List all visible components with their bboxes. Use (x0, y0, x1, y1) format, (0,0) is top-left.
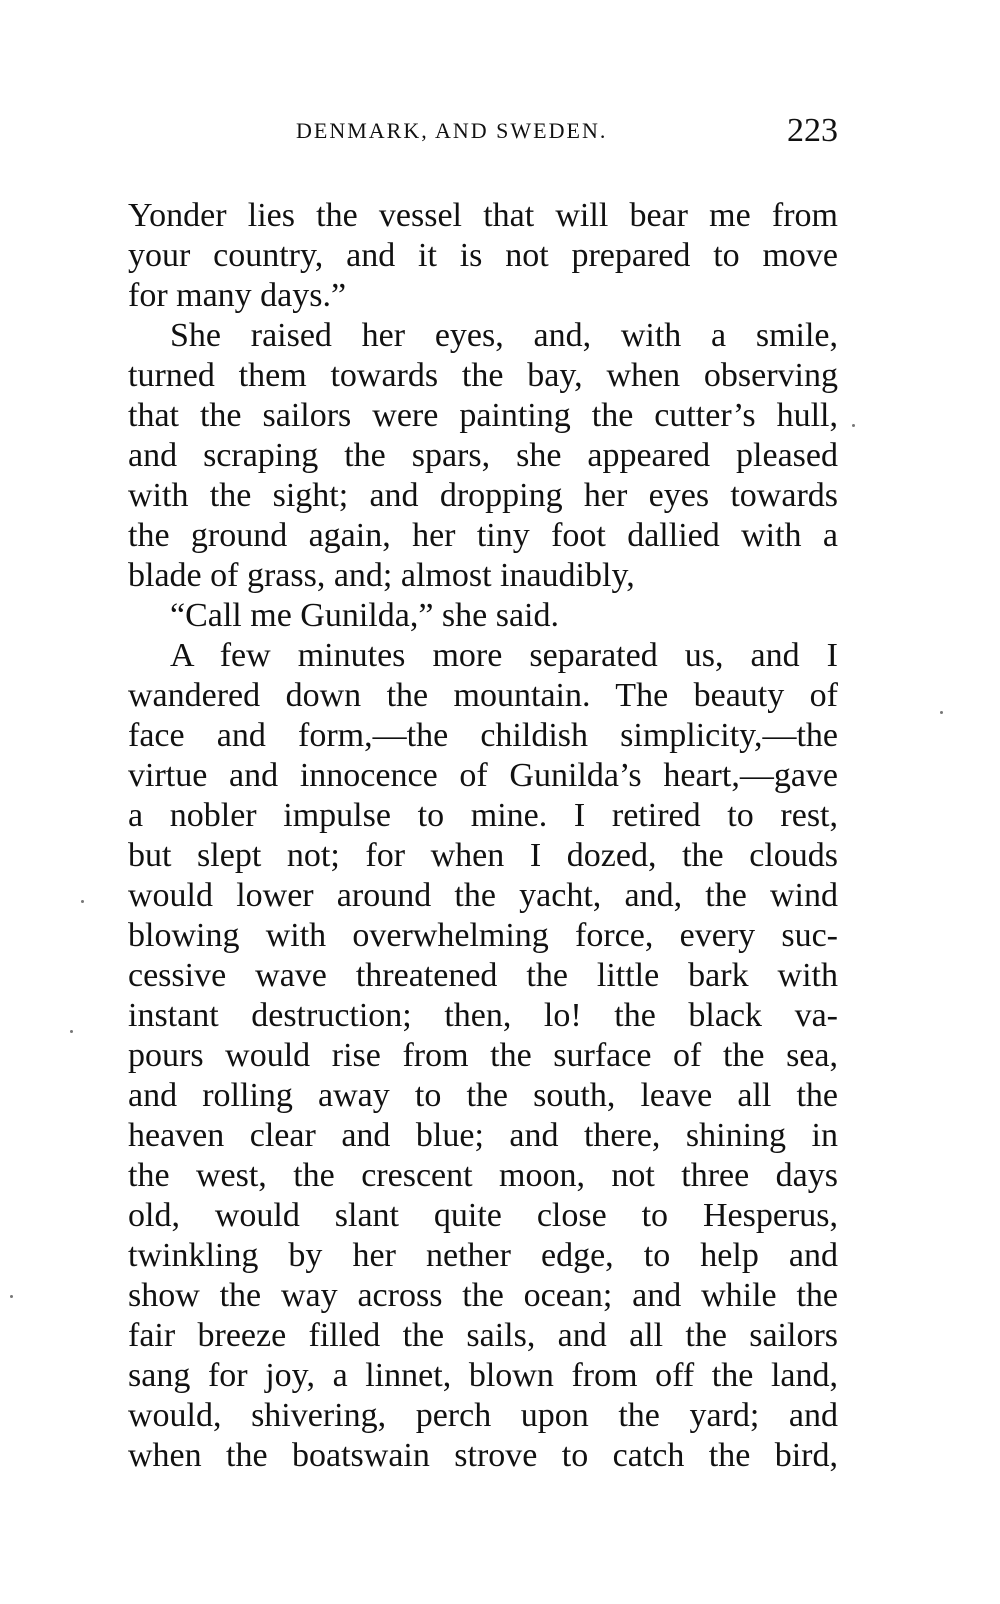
text-line: and rolling away to the south, leave all the (128, 1077, 838, 1114)
text-line: a nobler impulse to mine. I retired to rest, (128, 797, 838, 834)
text-line: sang for joy, a linnet, blown from off the land, (128, 1357, 838, 1394)
running-title: DENMARK, AND SWEDEN. (296, 118, 608, 143)
text-line: when the boatswain strove to catch the bird, (128, 1437, 838, 1474)
text-line: show the way across the ocean; and while the (128, 1277, 838, 1314)
scan-speck (10, 1295, 13, 1298)
text-line: but slept not; for when I dozed, the clouds (128, 837, 838, 874)
text-line: for many days.” (128, 277, 347, 314)
text-line: your country, and it is not prepared to move (128, 237, 838, 274)
text-line: the ground again, her tiny foot dallied with a (128, 517, 838, 554)
text-line: with the sight; and dropping her eyes towards (128, 477, 838, 514)
text-line: blowing with overwhelming force, every suc- (128, 917, 838, 954)
page-number: 223 (787, 112, 838, 149)
scan-speck (940, 711, 943, 714)
scan-speck (81, 900, 84, 903)
text-line: blade of grass, and; almost inaudibly, (128, 557, 635, 594)
scan-speck (70, 1030, 73, 1033)
text-line: pours would rise from the surface of the sea, (128, 1037, 838, 1074)
text-line: “Call me Gunilda,” she said. (170, 597, 560, 634)
text-line: the west, the crescent moon, not three days (128, 1157, 838, 1194)
text-line: Yonder lies the vessel that will bear me from (128, 197, 838, 234)
text-line: old, would slant quite close to Hesperus, (128, 1197, 838, 1234)
text-line: wandered down the mountain. The beauty of (128, 677, 838, 714)
running-head (128, 112, 838, 158)
text-line: heaven clear and blue; and there, shining in (128, 1117, 838, 1154)
text-line: cessive wave threatened the little bark with (128, 957, 838, 994)
text-line: and scraping the spars, she appeared pleased (128, 437, 838, 474)
text-line: would lower around the yacht, and, the wind (128, 877, 838, 914)
text-line: that the sailors were painting the cutter’s hull, (128, 397, 838, 434)
text-line: virtue and innocence of Gunilda’s heart,—gave (128, 757, 838, 794)
body-text (128, 196, 838, 1476)
text-line: would, shivering, perch upon the yard; and (128, 1397, 838, 1434)
text-line: She raised her eyes, and, with a smile, (170, 317, 838, 354)
text-line: A few minutes more separated us, and I (170, 637, 838, 674)
text-line: twinkling by her nether edge, to help and (128, 1237, 838, 1274)
text-line: fair breeze filled the sails, and all the sailors (128, 1317, 838, 1354)
text-line: instant destruction; then, lo! the black va- (128, 997, 838, 1034)
text-line: turned them towards the bay, when observing (128, 357, 838, 394)
scan-speck (852, 424, 855, 427)
text-line: face and form,—the childish simplicity,—the (128, 717, 838, 754)
